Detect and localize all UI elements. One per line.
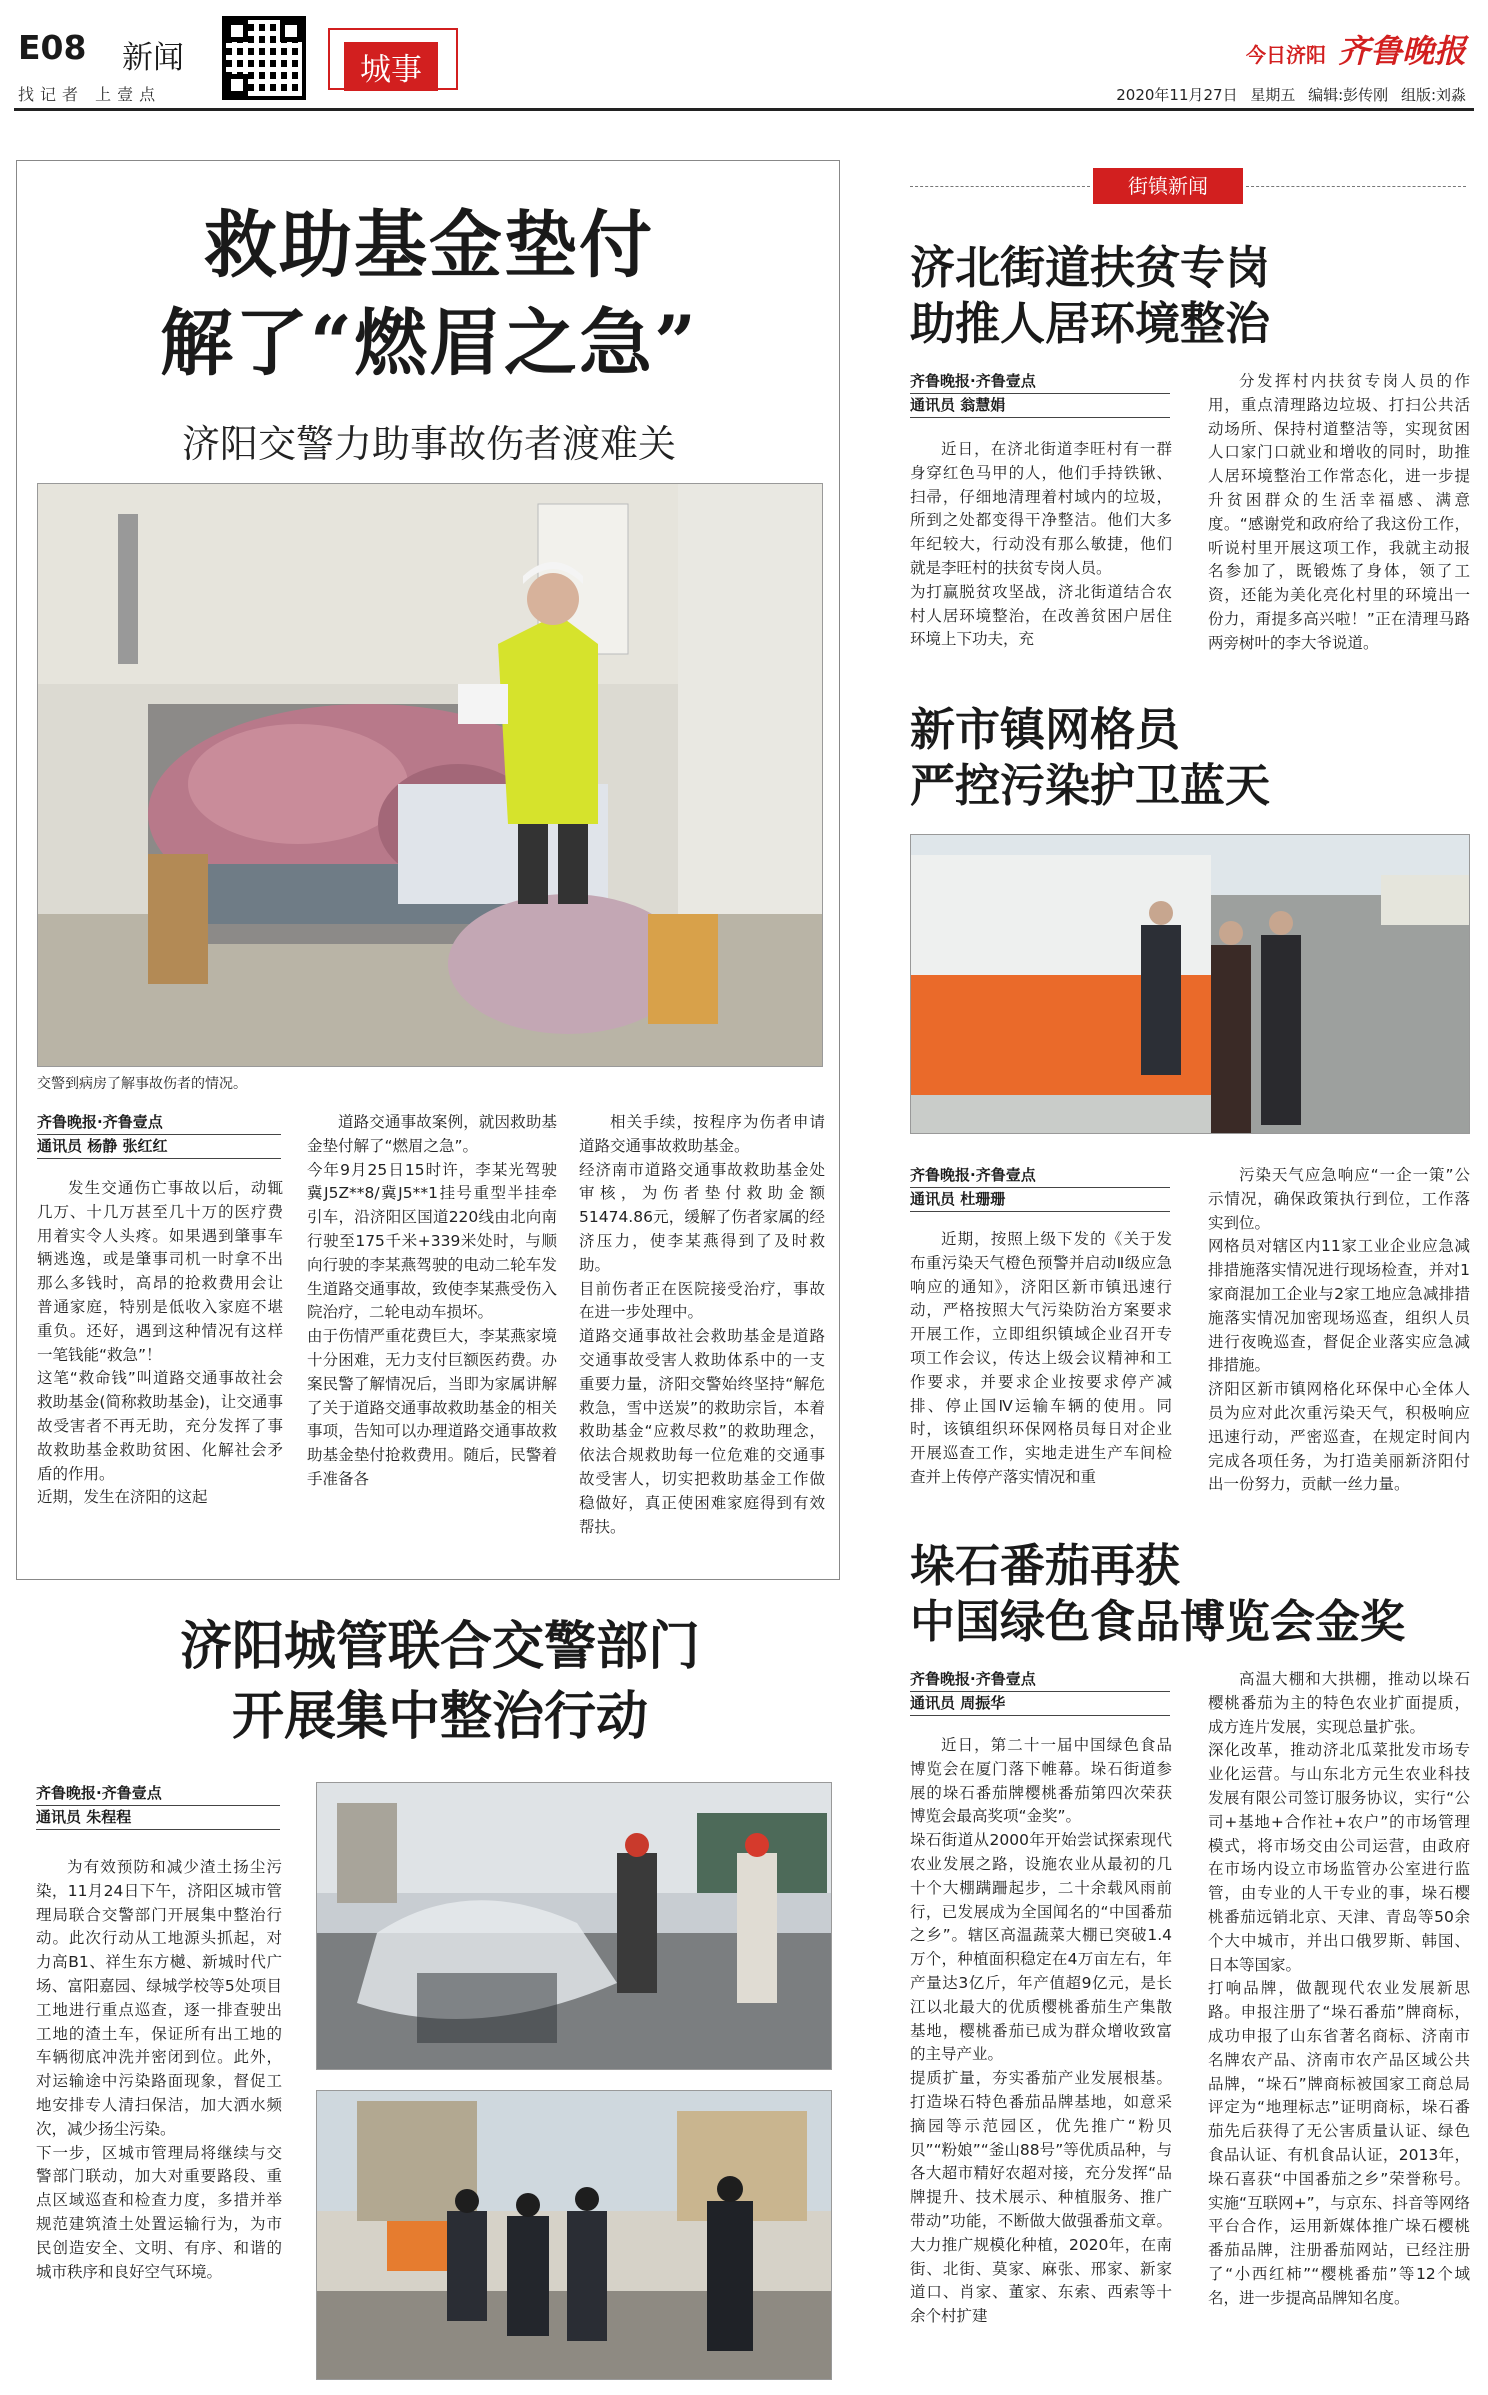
tomato-column-2 (1208, 1668, 1470, 2380)
street-column-2 (1208, 370, 1470, 678)
lead-subtitle: 济阳交警力助事故伤者渡难关 (181, 422, 676, 466)
grid-title-line1: 新市镇网格员 (910, 703, 1181, 756)
grid-column-2 (1208, 1164, 1470, 1498)
tomato-title-line1: 垛石番茄再获 (910, 1539, 1181, 1592)
page-code: E08 (18, 28, 87, 67)
street-col2-text: 分发挥村内扶贫专岗人员的作用，重点清理路边垃圾、打扫公共活动场所、保持村道整洁等，实现贫困人口家门口就业和增收的同时，助推人居环境整治工作常态化，进一步提升贫困群众的生活幸福感、满意度。“感谢党和政府给了我这份工作，听说村里开展这项工作，我就主动报名参加了，既锻炼了身体，领了工资，还能为美化亮化村里的环境出一份力，甭提多高兴啦！”正在清理马路两旁树叶的李大爷说道。 (1208, 372, 1470, 652)
urban-byline-source: 齐鲁晚报·齐鲁壹点 (36, 1782, 280, 1806)
street-byline (910, 370, 1170, 418)
paper-logo (1246, 26, 1466, 72)
lead-col3-text: 相关手续，按程序为伤者申请道路交通事故救助基金。 经济南市道路交通事故救助基金处审核，为伤者垫付救助金额51474.86元，缓解了伤者家属的经济压力，使李某燕得到了及时救助。 目前伤者正在医院接受治疗，事故在进一步处理中。 道路交通事故社会救助基金是道路交通事故受害人救助体系中的一支重要力量，济阳交警始终坚持“解危救急，雪中送炭”的救助宗旨，本着救助基金“应救尽救”的救助理念，依法合规救助每一位危难的交通事故受害人，切实把救助基金工作做稳做好，真正使困难家庭得到有效帮扶。 (579, 1113, 825, 1536)
qr-code-icon (222, 16, 306, 100)
lead-column-1 (37, 1177, 283, 1567)
section-name: 新闻 (122, 40, 184, 76)
grid-col1-text: 近期，按照上级下发的《关于发布重污染天气橙色预警并启动Ⅱ级应急响应的通知》，济阳区新市镇迅速行动，严格按照大气污染防治方案要求开展工作，立即组织镇域企业召开专项工作会议，传达上级会议精神和工作要求，并要求企业按要求停产减排、停止国Ⅳ运输车辆的使用。同时，该镇组织环保网格员每日对企业开展巡查工作，实地走进生产车间检查并上传停产落实情况和重 (910, 1230, 1172, 1486)
tomato-col1-text: 近日，第二十一届中国绿色食品博览会在厦门落下帷幕。垛石街道参展的垛石番茄牌樱桃番茄第四次荣获博览会最高奖项“金奖”。 垛石街道从2000年开始尝试探索现代农业发展之路，设施农业从最初的几十个大棚蹒跚起步，二十余载风雨前行，已发展成为全国闻名的“中国番茄之乡”。辖区高温蔬菜大棚已突破1.4万个，种植面积稳定在4万亩左右，年产量达3亿斤，年产值超9亿元，是长江以北最大的优质樱桃番茄生产集散基地，樱桃番茄已成为群众增收致富的主导产业。 提质扩量，夯实番茄产业发展根基。打造垛石特色番茄品牌基地，如意采摘园等示范园区，优先推广“粉贝贝”“粉娘”“釜山88号”等优质品种，与各大超市精好农超对接，充分发挥“品牌提升、技术展示、种植服务、推广带动”功能，不断做大做强番茄文章。大力推广规模化种植，2020年，在南街、北街、莫家、麻张、邢家、新家道口、肖家、董家、东索、西索等十余个村扩建 (910, 1736, 1172, 2326)
tag-rule-left (910, 186, 1090, 187)
tomato-title-line2: 中国绿色食品博览会金奖 (910, 1595, 1406, 1648)
grid-column-1 (910, 1228, 1172, 1498)
lead-byline (37, 1111, 281, 1159)
header-divider (14, 108, 1474, 111)
street-cleaning-photo (316, 1782, 832, 2070)
urban-byline (36, 1782, 280, 1830)
grid-inspection-photo (910, 834, 1470, 1134)
paper-name: 齐鲁晚报 (1337, 32, 1466, 70)
lead-title-line1: 救助基金垫付 (204, 202, 654, 288)
masthead-subline: 找记者 上壹点 (18, 85, 162, 104)
tomato-byline-source: 齐鲁晚报·齐鲁壹点 (910, 1668, 1170, 1692)
urban-column (36, 1856, 282, 2376)
grid-col2-text: 污染天气应急响应“一企一策”公示情况，确保政策执行到位，工作落实到位。 网格员对辖区内11家工业企业应急减排措施落实情况进行现场检查，并对1家商混加工企业与2家工地应急减排措施落实情况加密现场巡查，组织人员进行夜晚巡查，督促企业落实应急减排措施。 济阳区新市镇网格化环保中心全体人员为应对此次重污染天气，积极响应迅速行动，严密巡查，在规定时间内完成各项任务，为打造美丽新济阳付出一份努力，贡献一丝力量。 (1208, 1166, 1470, 1494)
tomato-byline-reporter: 通讯员 周振华 (910, 1692, 1170, 1716)
grid-title-line2: 严控污染护卫蓝天 (910, 759, 1271, 812)
channel-text: 城事 (344, 42, 438, 91)
urban-title-line1: 济阳城管联合交警部门 (179, 1616, 700, 1677)
street-column-1 (910, 438, 1172, 678)
byline-source: 齐鲁晚报·齐鲁壹点 (37, 1111, 281, 1135)
lead-col1-text: 发生交通伤亡事故以后，动辄几万、十几万甚至几十万的医疗费用着实令人头疼。如果遇到肇事车辆逃逸，或是肇事司机一时拿不出那么多钱时，高昂的抢救费用会让普通家庭，特别是低收入家庭不堪重负。还好，遇到这种情况有这样一笔钱能“救急”！ 这笔“救命钱”叫道路交通事故社会救助基金(简称救助基金)，让交通事故受害者不再无助，充分发挥了事故救助基金救助贫困、化解社会矛盾的作用。 近期，发生在济阳的这起 (37, 1179, 283, 1507)
lead-title-line2: 解了“燃眉之急” (160, 300, 698, 386)
urban-body-text: 为有效预防和减少渣土扬尘污染，11月24日下午，济阳区城市管理局联合交警部门开展集中整治行动。此次行动从工地源头抓起，对力高B1、祥生东方樾、新城时代广场、富阳嘉园、绿城学校等5处项目工地进行重点巡查，逐一排查驶出工地的渣土车，保证所有出工地的车辆彻底冲洗并密闭到位。此外，对运输途中污染路面现象，督促工地安排专人清扫保洁，加大洒水频次，减少扬尘污染。 下一步，区城市管理局将继续与交警部门联动，加大对重要路段、重点区域巡查和检查力度，多措并举规范建筑渣土处置运输行为，为市民创造安全、文明、有序、和谐的城市秩序和良好空气环境。 (36, 1858, 282, 2281)
street-title-line1: 济北街道扶贫专岗 (910, 241, 1271, 294)
lead-story (16, 160, 840, 1580)
urban-byline-reporter: 通讯员 朱程程 (36, 1806, 280, 1830)
byline-reporter: 通讯员 杨静 张红红 (37, 1135, 281, 1159)
grid-byline-source: 齐鲁晚报·齐鲁壹点 (910, 1164, 1170, 1188)
photo-caption: 交警到病房了解事故伤者的情况。 (37, 1076, 247, 1092)
inspection-photo (316, 2090, 832, 2380)
lead-column-3 (579, 1111, 825, 1567)
grid-byline-reporter: 通讯员 杜珊珊 (910, 1188, 1170, 1212)
hospital-photo (37, 483, 823, 1067)
street-byline-reporter: 通讯员 翁慧娟 (910, 394, 1170, 418)
street-title-line2: 助推人居环境整治 (910, 297, 1271, 350)
tomato-col2-text: 高温大棚和大拱棚，推动以垛石樱桃番茄为主的特色农业扩面提质，成方连片发展，实现总量扩张。 深化改革，推动济北瓜菜批发市场专业化运营。与山东北方元生农业科技发展有限公司签订服务协议，实行“公司+基地+合作社+农户”的市场管理模式，将市场交由公司运营，由政府在市场内设立市场监管办公室进行监管，由专业的人干专业的事，垛石樱桃番茄远销北京、天津、青岛等50余个大中城市，并出口俄罗斯、韩国、日本等国家。 打响品牌，做靓现代农业发展新思路。申报注册了“垛石番茄”牌商标，成功申报了山东省著名商标、济南市名牌农产品、济南市农产品区域公共品牌，“垛石”牌商标被国家工商总局评定为“地理标志”证明商标，垛石番茄先后获得了无公害质量认证、绿色食品认证、有机食品认证，2013年，垛石喜获“中国番茄之乡”荣誉称号。实施“互联网+”，与京东、抖音等网络平台合作，运用新媒体推广垛石樱桃番茄品牌，注册番茄网站，已经注册了“小西红柿”“樱桃番茄”等12个域名，进一步提高品牌知名度。 (1208, 1670, 1470, 2307)
section-tag: 街镇新闻 (1093, 168, 1243, 204)
edition-label: 今日济阳 (1245, 43, 1326, 67)
channel-label (328, 28, 458, 90)
date-line: 2020年11月27日 星期五 编辑:彭传刚 组版:刘淼 (1116, 86, 1466, 104)
tomato-column-1 (910, 1734, 1172, 2380)
lead-column-2 (307, 1111, 557, 1567)
urban-title-line2: 开展集中整治行动 (231, 1686, 648, 1747)
street-col1-text: 近日，在济北街道李旺村有一群身穿红色马甲的人，他们手持铁锹、扫帚，仔细地清理着村域内的垃圾，所到之处都变得干净整洁。他们大多年纪较大，行动没有那么敏捷，他们就是李旺村的扶贫专岗人员。 为打赢脱贫攻坚战，济北街道结合农村人居环境整治，在改善贫困户居住环境上下功夫，充 (910, 440, 1172, 649)
tag-rule-right (1246, 186, 1466, 187)
lead-col2-text: 道路交通事故案例，就因救助基金垫付解了“燃眉之急”。 今年9月25日15时许，李某光驾驶冀J5Z**8/冀J5**1挂号重型半挂牵引车，沿济阳区国道220线由北向南行驶至175千米+339米处时，与顺向行驶的李某燕驾驶的电动二轮车发生道路交通事故，致使李某燕受伤入院治疗，二轮电动车损坏。 由于伤情严重花费巨大，李某燕家境十分困难，无力支付巨额医药费。办案民警了解情况后，当即为家属讲解了关于道路交通事故救助基金的相关事项，告知可以办理道路交通事故救助基金垫付抢救费用。随后，民警着手准备各 (307, 1113, 557, 1488)
street-byline-source: 齐鲁晚报·齐鲁壹点 (910, 370, 1170, 394)
tomato-byline (910, 1668, 1170, 1716)
grid-byline (910, 1164, 1170, 1212)
